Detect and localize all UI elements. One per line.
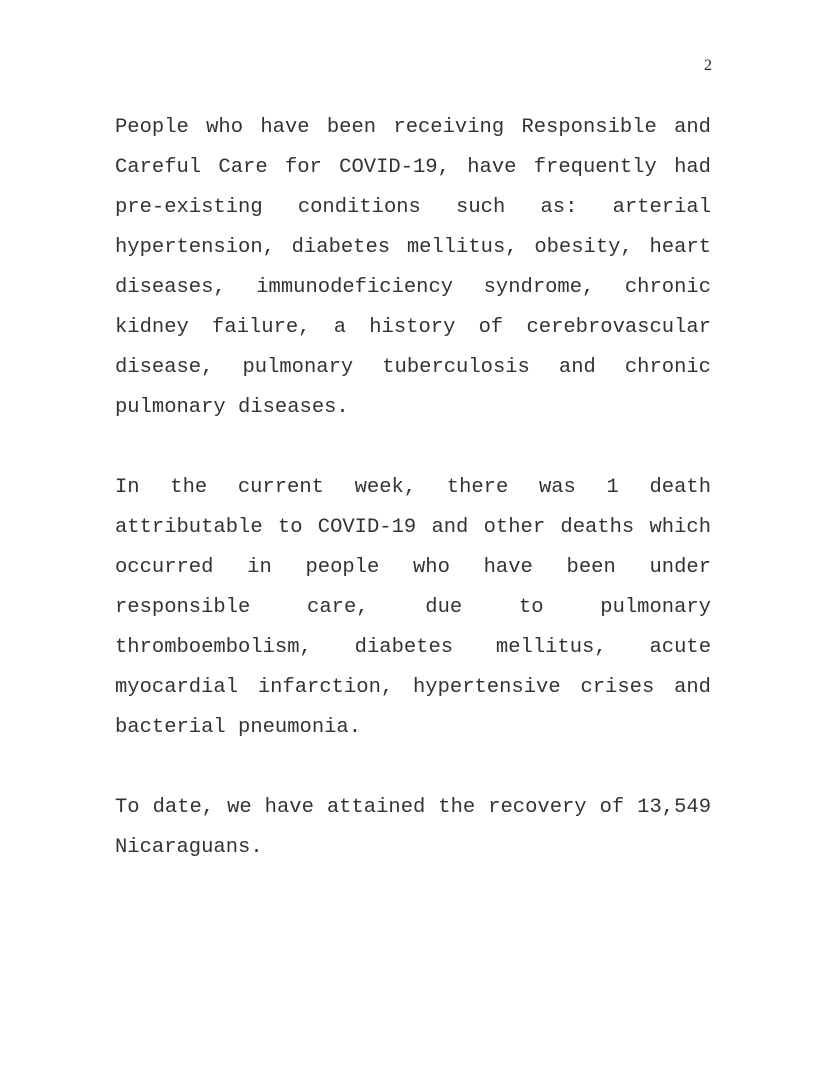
page-number: 2	[704, 57, 712, 74]
paragraph-recoveries: To date, we have attained the recovery of 13,549 Nicaraguans.	[115, 796, 711, 859]
paragraph-weekly-deaths: In the current week, there was 1 death attributable to COVID-19 and other deaths which occurred in people who have been under responsible care, due to pulmonary thromboembolism, diabetes mellitus, acute myocardial infarction, hypertensive crises and bacterial pneumonia.	[115, 476, 711, 739]
paragraph-preexisting-conditions: People who have been receiving Responsible and Careful Care for COVID-19, have frequently had pre-existing conditions such as: arterial hypertension, diabetes mellitus, obesity, heart diseases, immunodeficiency syndrome, chronic kidney failure, a history of cerebrovascular disease, pulmonary tuberculosis and chronic pulmonary diseases.	[115, 116, 711, 419]
document-body	[115, 108, 711, 868]
